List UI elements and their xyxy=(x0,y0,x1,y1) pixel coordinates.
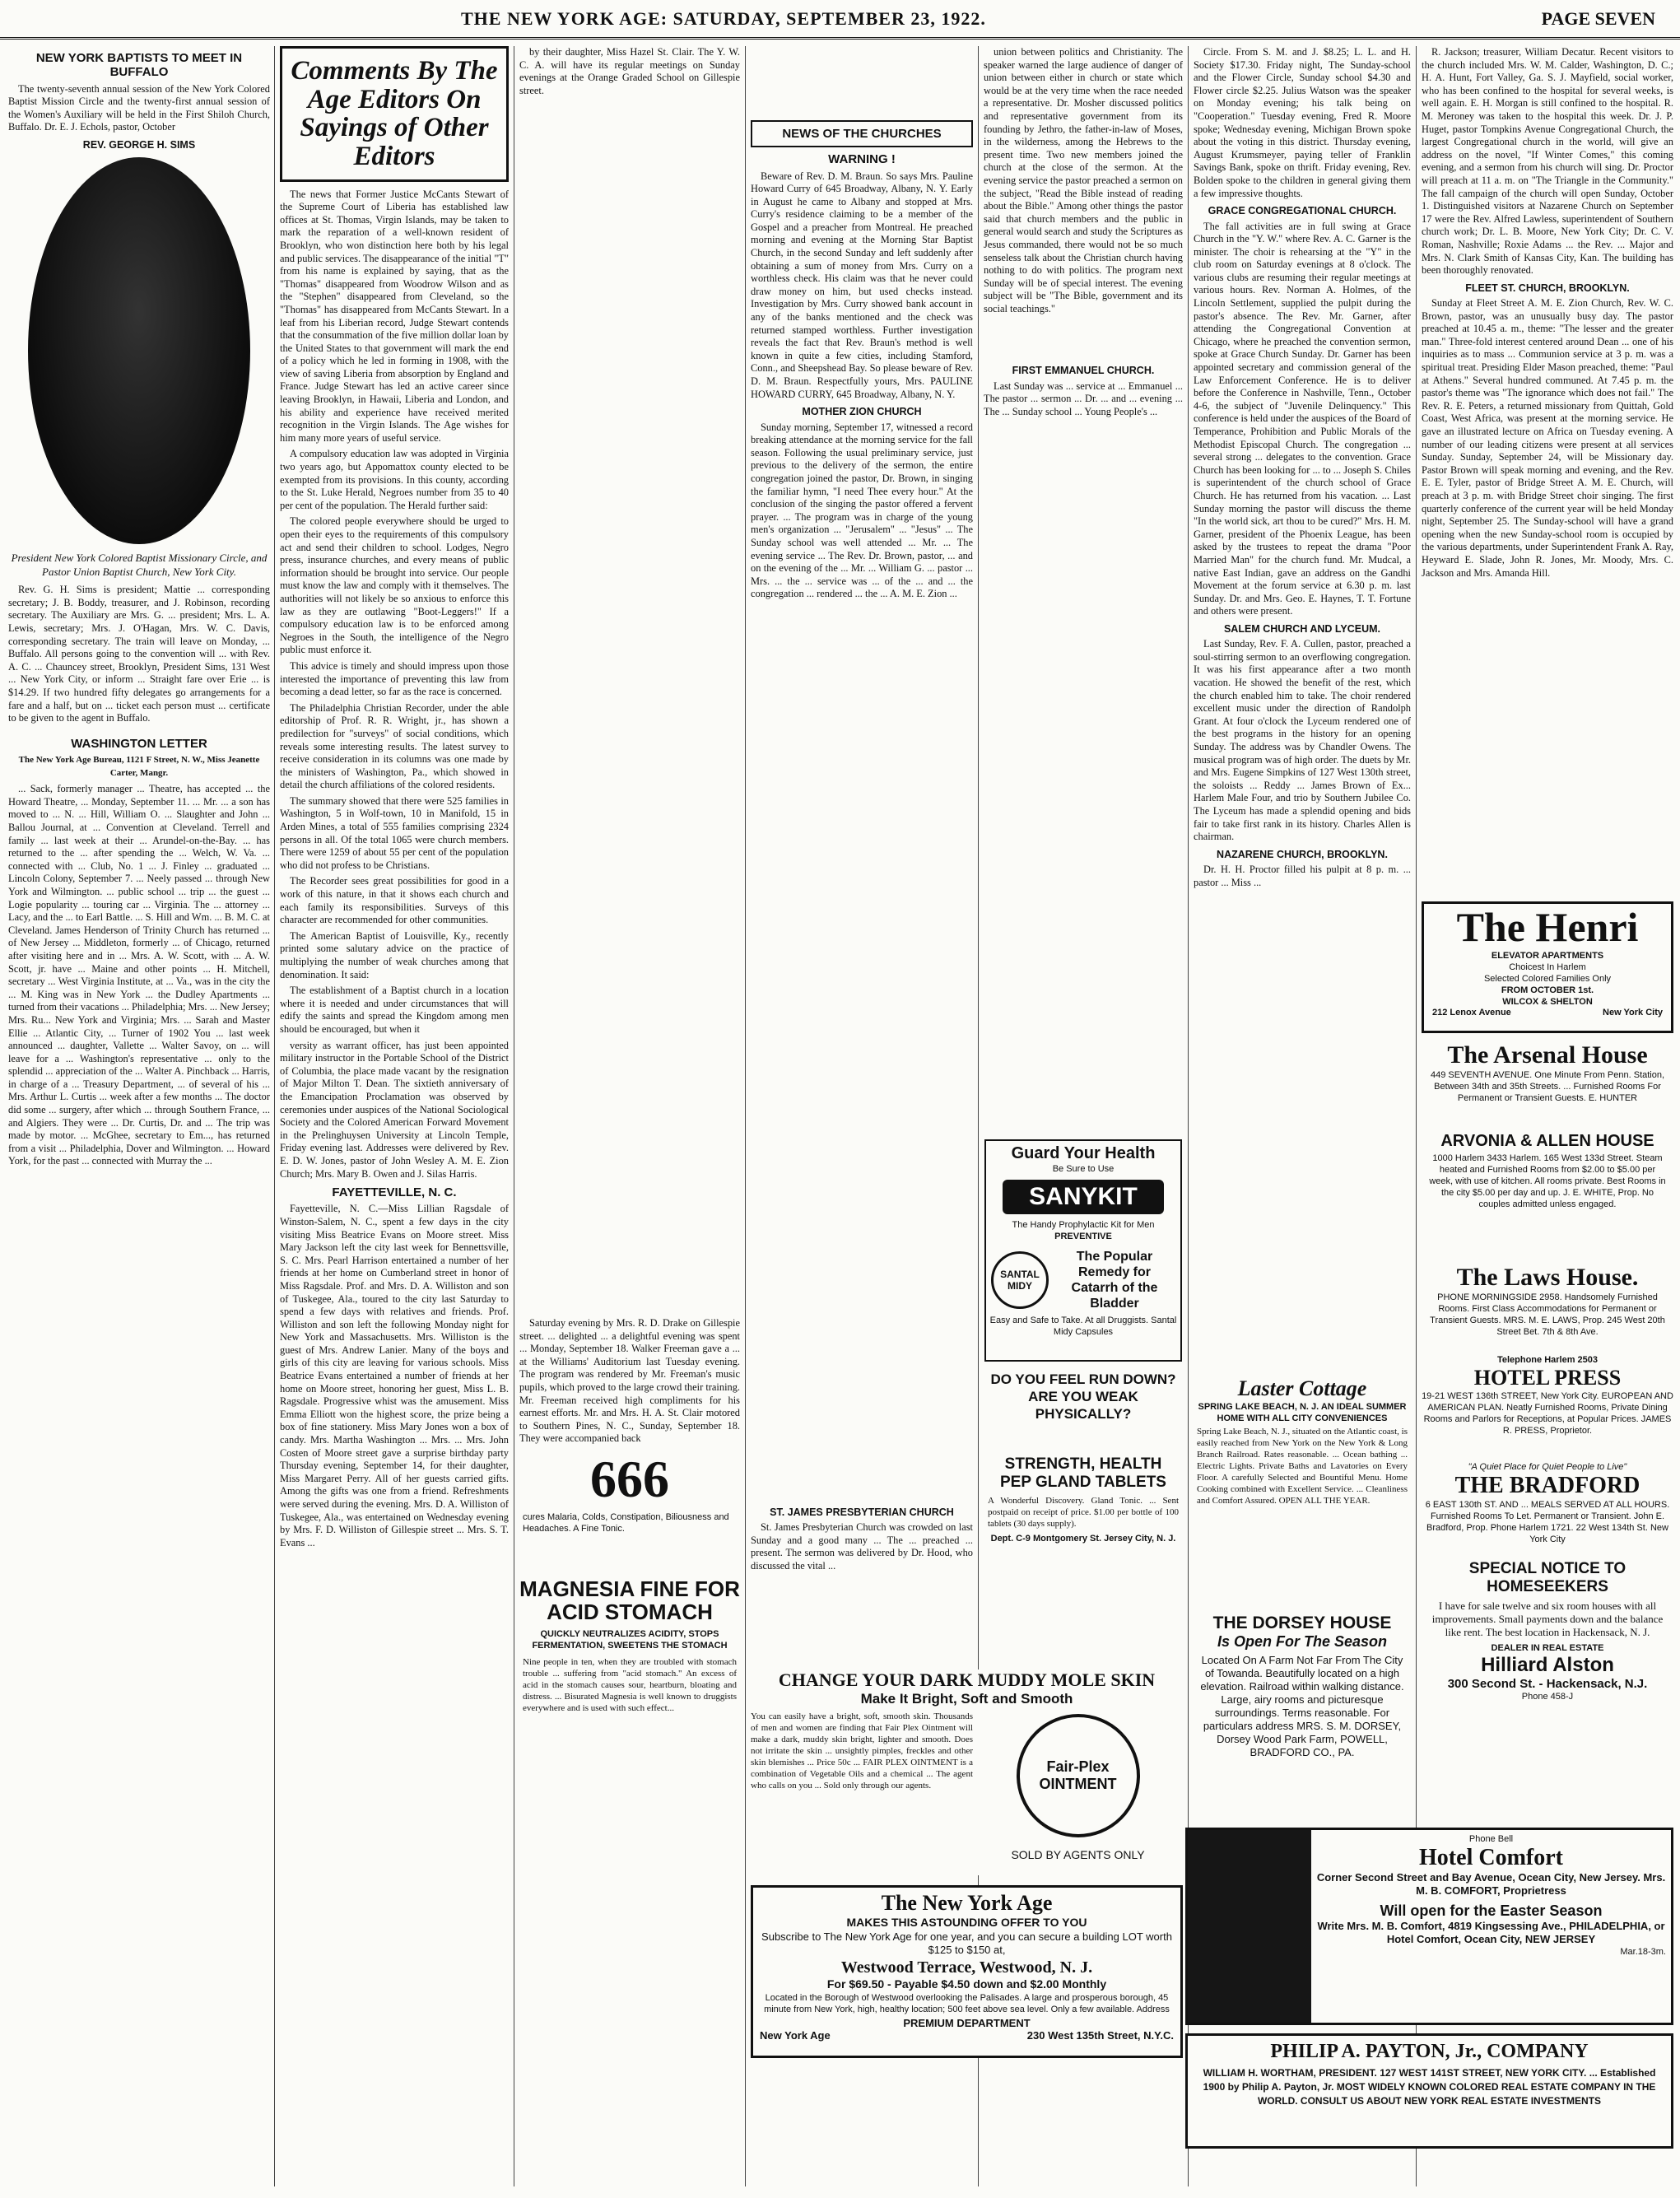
ad-nya-headline: The New York Age xyxy=(881,1891,1053,1915)
ad-laster-headline: Laster Cottage xyxy=(1237,1376,1367,1400)
ad-arsenal-headline: The Arsenal House xyxy=(1447,1041,1648,1069)
ad-alston-name: Hilliard Alston xyxy=(1481,1654,1614,1676)
ad-magnesia-subhead: QUICKLY NEUTRALIZES ACIDITY, STOPS FERMENTATION, SWEETENS THE STOMACH xyxy=(532,1629,728,1651)
ad-nya-text: Subscribe to The New York Age for one year, and you can secure a building LOT worth $125 to $150 at, xyxy=(761,1930,1172,1956)
ad-nya-footer-right: 230 West 135th Street, N.Y.C. xyxy=(1026,2029,1174,2042)
ad-henri-line: Choicest In Harlem xyxy=(1509,962,1586,972)
page-number: PAGE SEVEN xyxy=(1541,8,1655,29)
ad-henri-line: Selected Colored Families Only xyxy=(1483,974,1612,984)
column-3-lower xyxy=(519,1317,740,1445)
ad-sanykit-tagline: The Handy Prophylactic Kit for Men xyxy=(1012,1220,1155,1230)
article-grace: The fall activities are in full swing at Grace Church in the "Y. W." where Rev. A. C. Garner is the minister. The choir is rehearsing at the "Y" in the club room on Saturday evenings at 8 o'clock. The various clubs are resuming their regular meetings at various hours. Rev. Norman A. Holmes, of the Lincoln Settlement, supplied the pulpit during the pastor's absence. The Rev. Mr. Garner, after attending the Congregational Convention at Chicago, where he preached the convention sermon, spoke at Grace Church Sunday. Dr. Garner has been appointed secretary and commission general of the Law Enforcement Conference. He is to deliver before the Conference in Nashville, Tenn., October 4-6, the subject of "Juvenile Delinquency." This conference is held under the auspices of the Board of Temperance, Prohibition and Public Morals of the Methodist Episcopal Church. The congregation ... several strong ... delegates to the convention. Grace Church has been looking for ... to ... Joseph S. Chiles is superintendent of the church school of Grace Church. He has returned from his vacation. ... Last Sunday morning the pastor will discuss the theme "In the world sick, art thou to be cured?" Mrs. H. M. Garner, president of the Phoenix League, has been asked by the trustees to repeat the drama "Poor Married Man" for the church fund. Mr. Mudcal, a native East Indian, gave an address on the Gandhi Movement at the forum service at 6.30 p. m. last Sunday. Dr. and Mrs. Geo. E. Haynes, T. T. Fortune and others were present. xyxy=(1194,220,1411,617)
ad-homeseekers xyxy=(1422,1560,1673,1708)
article-visitors: R. Jackson; treasurer, William Decatur. Recent visitors to the church included Mrs. W. M. Calder, Washington, D. C.; H. A. Hunt, Fort Valley, Ga. S. J. Mayfield, social worker, who has been confined to the hospital for several weeks, is well again. E. H. Morgan is still confined to the hospital. R. M. Meroney was taken to the hospital this week. Dr. J. P. Huget, pastor Tompkins Avenue Congregational Church, the largest Congregational church in the world, will give an address on the novel, "If Winter Comes," this coming evening, and a sermon from his church will sing. Dr. Proctor will preach at 11 a. m. on "The Triangle in the Community." The fall campaign of the church will open Sunday, October 1. Distinguished visitors at Nazarene Church on September 17 were the Rev. Alfred Lawless, superintendent of Southern church work; Dr. L. B. Moore, New York City; Dr. C. V. Roman, Nashville; Roxie Adams ... the Rev. ... Major and Mrs. N. Clark Smith of Kansas City, Kan. The building has been thoroughly renovated. xyxy=(1422,46,1673,277)
ad-sanykit-preventive: PREVENTIVE xyxy=(1054,1232,1112,1241)
ad-arvonia-allen xyxy=(1422,1132,1673,1255)
ad-fair-plex-headline: CHANGE YOUR DARK MUDDY MOLE SKIN xyxy=(778,1669,1156,1690)
editorial-paragraph: The establishment of a Baptist church in a location where it is needed and under circumstances that will edify the saints and spread the Kingdom among men should be encouraged, but when it xyxy=(280,985,509,1035)
editorial-paragraph: The Recorder sees great possibilities for good in a work of this nature, in that it shows each church and each family its responsibilities. Surveys of this character are recommended for other communities. xyxy=(280,875,509,926)
headline-baptists: NEW YORK BAPTISTS TO MEET IN BUFFALO xyxy=(35,51,243,80)
portrait-label: REV. GEORGE H. SIMS xyxy=(82,138,196,151)
ad-alston-phone: Phone 458-J xyxy=(1521,1692,1574,1702)
ad-dorsey-text: Located On A Farm Not Far From The City of Towanda. Beautifully located on a high elevation. Railroad within walking distance. Large, airy rooms and picturesque surroundings. Terms reasonable. For particulars address MRS. S. M. DORSEY, Dorsey Wood Park Farm, POWELL, BRADFORD CO., PA. xyxy=(1200,1654,1404,1758)
ad-comfort-text: Corner Second Street and Bay Avenue, Ocean City, New Jersey. Mrs. M. B. COMFORT, Proprietress xyxy=(1316,1871,1666,1897)
ad-sanykit-headline: Guard Your Health xyxy=(1011,1144,1156,1162)
editorial-paragraph: The news that Former Justice McCants Stewart of the Supreme Court of Liberia has established law offices at St. Thomas, Virgin Islands, may be taken to mark the reparation of a well-known resident of Brooklyn, who won distinction here both by his legal and public services. The disappearance of the initial "T" from his name is explained by saying, that as the "Thomas" disappeared from Woodrow Wilson and as the "Stephen" disappeared from Cleveland, so the "Thomas" has disappeared from McCants Stewart. In a leaf from his Liberian record, Judge Stewart contends that the consummation of the five million dollar loan by the United States to that government will mark the end of a policy which he led in forming in 1908, with the view of saving Liberia from absorption by England and France. Judge Stewart has led an active career since leaving Brooklyn, in Hawaii, Liberia and London, and his ability and experience have received merited recognition in the Virgin Islands. The Age wishes for him many more years of useful service. xyxy=(280,188,509,444)
article-fleet-st: Sunday at Fleet Street A. M. E. Zion Church, Rev. W. C. Brown, pastor, was an unusually busy day. The pastor preached at 10.45 a. m., theme: "The lesser and the greater man." Three-fold interest centered around Dean ... one of his inquiries as to mass ... Communion service at 3 p. m. was a spiritual treat. Presiding Elder Mason preached, theme: "Paul at Athens." Several hundred communed. At 7.45 p. m. the pastor's theme was "The ignorance which does not fail." The Rev. R. E. Peters, a returned missionary from Quittah, Gold Coast, West Africa, was present at the morning service. He gave an illustrated lecture on Africa on Tuesday evening. A number of our leading citizens were present at all services Sunday. Sunday, September 24, will be Missionary day. Pastor Brown will speak morning and evening, and the Rev. E. E. Tyler, pastor of Bridge Street A. M. E. Church, will preach at 3 p. m. with Bridge Street choir singing. The first quarterly conference of the current year will be held Monday night, September 25. The Sunday-school will have a grand opening when the new Sunday-school room is occupied by the various departments, under Superintendent Frank A. Ray, Heyward E. Slade, John R. Jones, Mr. Moody, Mrs. C. Jackson and Mrs. Amanda Hill. xyxy=(1422,297,1673,579)
ad-laws-headline: The Laws House. xyxy=(1456,1264,1639,1291)
ad-henri-headline: The Henri xyxy=(1456,904,1639,950)
ad-arsenal-text: 449 SEVENTH AVENUE. One Minute From Penn. Station, Between 34th and 35th Streets. ... Furnished Rooms For Permanent or Transient Guests. E. HUNTER xyxy=(1430,1070,1665,1103)
ad-fair-plex-subhead: Make It Bright, Soft and Smooth xyxy=(860,1691,1073,1707)
ad-press-headline: HOTEL PRESS xyxy=(1473,1366,1622,1390)
ad-arvonia-text: 1000 Harlem 3433 Harlem. 165 West 133d Street. Steam heated and Furnished Rooms from $2.00 to $5.00 per week, with use of kitchen. All rooms private. Best Rooms in the city $5.00 per day and up. J. E. WHITE, Prop. No couples admitted unless engaged. xyxy=(1429,1153,1666,1209)
ad-666-text: cures Malaria, Colds, Constipation, Biliousness and Headaches. A Fine Tonic. xyxy=(523,1512,729,1534)
ad-pep-text: A Wonderful Discovery. Gland Tonic. ... Sent postpaid on receipt of price. $1.00 per bottle of 100 tablets (30 days supply). xyxy=(988,1496,1179,1529)
article-sims: Rev. G. H. Sims is president; Mattie ... corresponding secretary; J. B. Boddy, treasurer, and J. Robinson, recording secretary. The Auxiliary are Mrs. G. ... president; Mrs. L. A. Lewis, secretary; Mrs. J. O'Hagan, Mrs. W. C. Davis, corresponding secretary. The train will leave on Monday, ... Buffalo. All persons going to the convention will ... with Rev. A. C. ... Chauncey street, Brooklyn, President Sims, 131 West ... New York City, or inform ... Straight fare over Erie ... is $14.29. If two hundred fifty delegates go arrangements for a fare and a half, but on ... ticket each person must ... certificate to be given to the agent in Buffalo. xyxy=(8,584,270,724)
ad-henri-address: 212 Lenox Avenue xyxy=(1432,1008,1511,1018)
ad-comfort-open: Will open for the Easter Season xyxy=(1380,1902,1603,1919)
ad-comfort-date: Mar.18-3m. xyxy=(1620,1947,1666,1957)
headline-st-james: ST. JAMES PRESBYTERIAN CHURCH xyxy=(770,1506,954,1518)
ad-pep-headline: DO YOU FEEL RUN DOWN? ARE YOU WEAK PHYSICALLY? xyxy=(990,1371,1176,1422)
portrait-caption: President New York Colored Baptist Missionary Circle, and Pastor Union Baptist Church, New York City. xyxy=(11,552,268,579)
article-saturday: Saturday evening by Mrs. R. D. Drake on Gillespie street. ... delighted ... a delightful evening was spent ... Monday, September 18. Walker Freeman gave a ... at the Williams' Auditorium last Tuesday evening. The program was rendered by Mr. Freeman's music pupils, which proved to the large crowd their training. Mr. Freeman received high compliments for his earnest efforts. Mr. and Mrs. H. A. St. Clair motored to Southern Pines, N. C., Sunday, September 18. They were accompanied back xyxy=(519,1317,740,1445)
ad-nya-price: For $69.50 - Payable $4.50 down and $2.00 Monthly xyxy=(826,1977,1107,1991)
ad-sanykit-subhead: Be Sure to Use xyxy=(1052,1164,1115,1174)
ad-alston-address: 300 Second St. - Hackensack, N.J. xyxy=(1447,1677,1648,1691)
ad-homeseekers-text: I have for sale twelve and six room houses with all improvements. Small payments down and the balance like rent. The best location in Hackensack, N. J. xyxy=(1431,1600,1664,1638)
ad-fair-plex-footer: SOLD BY AGENTS ONLY xyxy=(1011,1848,1145,1861)
article-salem: Last Sunday, Rev. F. A. Cullen, pastor, preached a soul-stirring sermon to an overflowing congregation. It was his first appearance after a two month vacation. He showed the benefit of the rest, which the church enabled him to take. The choir rendered excellent music under the direction of Randolph Grant. At four o'clock the Lyceum rendered one of the best programs in the history for an opening Sunday. The address was by Chandler Owens. The musical program was of high order. The duets by Mr. and Mrs. Eugene Simpkins of 127 West 130th street, the soloists ... Reddy ... James Brown of Ex... Harlem Male Four, and trio by Southern Jubilee Co. The Lyceum has made a splendid opening and bids fair to take first rank in its history. Charles Allen is chairman. xyxy=(1194,638,1411,843)
article-nazarene: Dr. H. H. Proctor filled his pulpit at 8 p. m. ... pastor ... Miss ... xyxy=(1194,864,1411,888)
subhead-washington: The New York Age Bureau, 1121 F Street, N. W., Miss Jeanette Carter, Mangr. xyxy=(18,755,260,778)
editorial-paragraph: The American Baptist of Louisville, Ky., recently printed some salutary advice on the practice of multiplying the number of weak churches among that denomination. It said: xyxy=(280,929,509,980)
headline-salem: SALEM CHURCH AND LYCEUM. xyxy=(1223,622,1381,635)
headline-fleet-st: FLEET ST. CHURCH, BROOKLYN. xyxy=(1465,282,1630,294)
article-politics: union between politics and Christianity. The speaker warned the large audience of danger of union between either in church or state which would be at the very time when the race needed a representative. Dr. Mosher discussed politics and representative government from its founding by Jethro, the father-in-law of Moses, in the wilderness, among the Hebrews to the present time. Two new members joined the church at the close of the sermon. At the evening service the pastor preached a sermon on the subject, "Read the Bible instead of reading about the Bible." Among other things the pastor said that church members and the public in general would search and study the Scriptures as Jesus commanded, there would not be so much senseless talk about the Christian church having nothing to do with politics. The program next Sunday will be of special interest. The evening subject will be "The Bible, government and its social teachings." xyxy=(984,46,1183,314)
ad-666 xyxy=(519,1451,740,1566)
column-1 xyxy=(8,46,270,2195)
headline-warning: WARNING ! xyxy=(828,152,896,167)
headline-washington: WASHINGTON LETTER xyxy=(71,736,207,751)
headline-editorials: Comments By The Age Editors On Sayings of Other Editors xyxy=(280,46,509,182)
ad-dorsey-subhead: Is Open For The Season xyxy=(1217,1633,1388,1650)
ad-the-bradford xyxy=(1422,1461,1673,1552)
ad-pep-brand: PEP GLAND TABLETS xyxy=(1000,1474,1166,1491)
ad-alston-subhead: DEALER IN REAL ESTATE xyxy=(1491,1643,1604,1653)
ad-magnesia-headline: MAGNESIA FINE FOR ACID STOMACH xyxy=(519,1576,740,1624)
ad-comfort-headline: Hotel Comfort xyxy=(1419,1845,1563,1870)
ad-nya-department: PREMIUM DEPARTMENT xyxy=(903,2017,1031,2029)
article-ymca: by their daughter, Miss Hazel St. Clair. The Y. W. C. A. will have its regular meetings on Sunday evenings at the Orange Graded School on Gillespie street. xyxy=(519,46,740,96)
column-2 xyxy=(280,46,509,2195)
ad-henri-city: New York City xyxy=(1603,1008,1663,1018)
ad-bradford-headline: THE BRADFORD xyxy=(1454,1473,1640,1498)
ad-new-york-age-offer xyxy=(751,1885,1183,2058)
article-emmanuel: Last Sunday was ... service at ... Emmanuel ... The pastor ... sermon ... Dr. ... and ... evening ... The ... Sunday school ... Young People's ... xyxy=(984,380,1183,418)
article-mother-zion: Sunday morning, September 17, witnessed a record breaking attendance at the morning service for the fall season. Following the usual preliminary service, just previous to the delivery of the sermon, the entire congregation joined the pastor, Dr. Brown, in singing the familiar hymn, "I need Thee every hour." At the conclusion of the singing the pastor offered a fervent prayer. ... The program was in charge of the young men's organization ... "Jerusalem" ... "Jesus" ... The Sunday school was well attended ... Mr. ... The evening service ... The Rev. Dr. Brown, pastor, ... and on the evening of the ... Mr. ... William G. ... pastor ... Mrs. ... the ... service was ... of the ... and ... the congregation ... rendered ... the ... A. M. E. Zion ... xyxy=(751,421,973,600)
ad-arvonia-headline: ARVONIA & ALLEN HOUSE xyxy=(1440,1132,1654,1150)
ad-comfort-phone: Phone Bell xyxy=(1468,1834,1514,1844)
ad-henri-line: WILCOX & SHELTON xyxy=(1502,997,1593,1007)
column-rule xyxy=(745,46,746,2186)
headline-emmanuel: FIRST EMMANUEL CHURCH. xyxy=(1012,365,1155,377)
ad-sanykit xyxy=(984,1139,1182,1362)
ad-comfort-write: Write Mrs. M. B. Comfort, 4819 Kingsessing Ave., PHILADELPHIA, or Hotel Comfort, Ocean City, NEW JERSEY xyxy=(1317,1920,1665,1945)
column-6 xyxy=(1194,46,1411,1371)
ad-fair-plex-tin-logo: Fair-Plex OINTMENT xyxy=(1017,1714,1140,1837)
headline-nazarene: NAZARENE CHURCH, BROOKLYN. xyxy=(1217,848,1388,860)
ad-henri-subhead: ELEVATOR APARTMENTS xyxy=(1491,951,1604,961)
ad-magnesia-text: Nine people in ten, when they are troubled with stomach trouble ... suffering from "acid stomach." An excess of acid in the stomach causes sour, heartburn, bloating and distress. ... Bisurated Magnesia is well known to druggists everywhere and is used with such effect... xyxy=(523,1657,737,1713)
editorial-paragraph: The colored people everywhere should be urged to open their eyes to the requirements of this compulsory act and send their children to school. Lodges, Negro press, insurance churches, and every means of public information should be brought into service. Our people must know the law and comply with it themselves. The authorities will not likely be so anxious to enforce this law as they are outlawing "Boot-Leggers!" If a compulsory education law is to be enforced among Negroes in the South, the intelligence of the Negro public must enforce it. xyxy=(280,515,509,656)
ad-fair-plex-text: You can easily have a bright, soft, smooth skin. Thousands of men and women are finding that Fair Plex Ointment will make a dark, muddy skin bright, lighter and smooth. Does not irritate the skin ... unsightly pimples, freckles and other skin blemishes ... Price 50c ... FAIR PLEX OINTMENT is a combination of Vegetable Oils and a chemical ... The agent who calls on you ... Sold only through our agents. xyxy=(751,1711,973,1791)
ad-homeseekers-headline: SPECIAL NOTICE TO HOMESEEKERS xyxy=(1468,1560,1626,1595)
ad-nya-location: Westwood Terrace, Westwood, N. J. xyxy=(840,1958,1093,1977)
article-baptists: The twenty-seventh annual session of the New York Colored Baptist Mission Circle and the twenty-first annual session of the Women's Auxiliary will be held in the First Shiloh Church, Buffalo. Dr. E. J. Echols, pastor, October xyxy=(8,82,270,133)
ad-press-phone: Telephone Harlem 2503 xyxy=(1496,1355,1599,1365)
column-5 xyxy=(984,46,1183,1125)
column-3 xyxy=(519,46,740,1330)
ad-payton-company xyxy=(1185,2033,1673,2149)
ad-pep-footer: Dept. C-9 Montgomery St. Jersey City, N. J. xyxy=(990,1534,1176,1544)
ad-santal-footer: Easy and Safe to Take. At all Druggists. Santal Midy Capsules xyxy=(989,1316,1177,1337)
column-4 xyxy=(751,46,973,1709)
masthead xyxy=(0,7,1680,40)
ad-sanykit-brand: SANYKIT xyxy=(1003,1180,1164,1214)
article-warning: Beware of Rev. D. M. Braun. So says Mrs. Pauline Howard Curry of 645 Broadway, Albany, N. Y. Early in August he came to Albany and stopped at Mrs. Curry's residence claiming to be a member of the Gospel and a preacher from Montreal. He preached morning and evening at the Morning Star Baptist Church, in the second Sunday and left suddenly after obtaining a sum of money from Mrs. Curry on a worthless check. His claim was that he never could draw money on him, but used checks instead. Investigation by Mrs. Curry showed bank account in any of the banks mentioned and the check was returned stamped worthless. Further investigation reveals the fact that Rev. Braun's method is well known in quite a few cities, including Stamford, Conn., and Sheepshead Bay. So please beware of Rev. D. M. Braun. Respectfully yours, Mrs. PAULINE HOWARD CURRY, 645 Broadway, Albany, N. Y. xyxy=(751,170,973,400)
ad-laws-text: PHONE MORNINGSIDE 2958. Handsomely Furnished Rooms. First Class Accommodations for Permanent or Transient Guests. MRS. M. E. LAWS, Prop. 245 West 20th Street Bet. 7th & 8th Ave. xyxy=(1430,1292,1665,1337)
ad-arsenal-house xyxy=(1422,1041,1673,1124)
ad-hotel-press xyxy=(1422,1354,1673,1453)
article-fayetteville: Fayetteville, N. C.—Miss Lillian Ragsdale of Winston-Salem, N. C., spent a few days in the city visiting Miss Beatrice Evans on Moore street. Miss Mary Jackson left the city last week for Bennettsville, S. C. Mrs. Pearl Harrison entertained a number of her friends at her home on Cumberland street in honor of Miss Ragsdale. Prof. and Mrs. D. A. Williston and son of Tuskegee, Ala., toured to the city last Saturday to spend a few days with relatives and friends. Prof. Williston and son left the following Monday night for New York and Massachusetts. Mrs. Williston is the guest of Mrs. Andrew Lanier. Many of the boys and girls of this city are leaving for various schools. Miss Beatrice Evans entertained a number of friends at her home on Moore street, honoring her guest, Miss L. B. Ragsdale. Progressive whist was the amusement. Miss Emma Elliott won the highest score, the prize being a box of fine stationery. Miss Mary Jones won a box of candy. Mrs. Martha Washington ... Mrs. ... Mrs. John Costen of Moore street gave a surprise birthday party Thursday evening, September 14, for their daughter, Miss Margaret Perry. All of her guests carried gifts. Among the gifts was one from a friend. Refreshments were served during the evening. Mrs. D. A. Williston of Tuskegee, Ala., was entertained on Wednesday evening by Mrs. F. D. Williston of Gillespie street ... Mrs. S. T. Evans ... xyxy=(280,1203,509,1548)
ad-payton-headline: PHILIP A. PAYTON, Jr., COMPANY xyxy=(1270,2041,1589,2062)
article-circle: Circle. From S. M. and J. $8.25; L. L. and H. Society $17.30. Friday night, The Sunday-school and the Flower Circle, Sunday school $4.30 and Flower circle $2.25. Julius Watson was the speaker on Monday evening; his talk being on "Cooperation." Tuesday evening, Fred R. Moore spoke; Wednesday evening, Michigan Brown spoke about the voting in this district. Thursday evening, August Krumsmeyer, paying teller of Franklin Savings Bank, spoke on thrift. Friday evening, Rev. Bolden spoke to the children in general giving them a few impressive thoughts. xyxy=(1194,46,1411,199)
portrait-photo xyxy=(28,157,250,544)
ad-fair-plex xyxy=(751,1669,1183,1875)
ad-laster-subhead: SPRING LAKE BEACH, N. J. AN IDEAL SUMMER HOME WITH ALL CITY CONVENIENCES xyxy=(1198,1402,1407,1423)
ad-santal-text: The Popular Remedy for Catarrh of the Bladder xyxy=(1071,1250,1158,1311)
ad-santal-logo: SANTAL MIDY xyxy=(991,1251,1049,1309)
headline-mother-zion: MOTHER ZION CHURCH xyxy=(802,406,922,418)
ad-press-text: 19-21 WEST 136th STREET, New York City. EUROPEAN AND AMERICAN PLAN. Neatly Furnished Rooms, Private Dining Rooms and Parlors for Receptions, at Popular Prices. JAMES R. PRESS, Proprietor. xyxy=(1422,1391,1673,1436)
editorial-paragraph: The summary showed that there were 525 families in Washington, 5 in Wolf-town, 10 in Manifold, 15 in Arden Mines, a total of 555 families comprising 2324 persons in all. Of the total 1065 were church members. There were 1259 of about 55 per cent of the population who did not profess to be Christians. xyxy=(280,794,509,871)
ad-nya-subhead: MAKES THIS ASTOUNDING OFFER TO YOU xyxy=(846,1916,1087,1929)
masthead-title: THE NEW YORK AGE: SATURDAY, SEPTEMBER 23, 1922. xyxy=(461,8,986,29)
headline-grace: GRACE CONGREGATIONAL CHURCH. xyxy=(1208,205,1397,217)
ad-pep-strength: STRENGTH, HEALTH xyxy=(1004,1455,1162,1473)
ad-bradford-tagline: "A Quiet Place for Quiet People to Live" xyxy=(1468,1462,1627,1472)
article-st-james: St. James Presbyterian Church was crowded on last Sunday and a good many ... The ... preached ... present. The sermon was delivered by Dr. Hood, who discussed the vital ... xyxy=(751,1521,973,1572)
ad-payton-text: WILLIAM H. WORTHAM, PRESIDENT. 127 WEST 141ST STREET, NEW YORK CITY. ... Established 1900 by Philip A. Payton, Jr. MOST WIDELY KNOWN COLORED REAL ESTATE COMPANY IN THE WORLD. CONSULT US ABOUT NEW YORK REAL ESTATE INVESTMENTS xyxy=(1203,2067,1656,2107)
ad-nya-description: Located in the Borough of Westwood overlooking the Palisades. A large and prosperous borough, 45 minute from New York, high, healthy location; 500 feet above sea level. Only a few available. Address xyxy=(764,1993,1170,2014)
ad-hotel-comfort xyxy=(1185,1828,1673,2025)
editorial-paragraph: A compulsory education law was adopted in Virginia two years ago, but Appomattox county elected to be exempted from its provisions. In this county, according to the St. Luke Herald, Negroes number from 35 to 40 per cent of the population. The Herald further said: xyxy=(280,448,509,511)
headline-churches: NEWS OF THE CHURCHES xyxy=(751,120,973,147)
ad-the-henri xyxy=(1422,901,1673,1033)
ad-laster-cottage xyxy=(1194,1376,1411,1607)
ad-magnesia xyxy=(519,1572,740,2190)
editorial-paragraph: The Philadelphia Christian Recorder, under the able editorship of Prof. R. R. Wright, jr., has shown a predilection for "surveys" of social conditions, which reveals some interesting results. The latest survey to receive consideration in its columns was one made by the ministers of Washington, Pa., which showed in detail the church affiliations of the colored residents. xyxy=(280,701,509,791)
ad-dorsey-house xyxy=(1194,1614,1411,1791)
ad-henri-line: FROM OCTOBER 1st. xyxy=(1501,985,1594,995)
ad-dorsey-headline: THE DORSEY HOUSE xyxy=(1212,1614,1392,1632)
ad-666-number: 666 xyxy=(590,1451,669,1508)
ad-laws-house xyxy=(1422,1264,1673,1346)
column-rule xyxy=(274,46,275,2186)
editorial-paragraph: versity as warrant officer, has just been appointed military instructor in the Portable School of the District of Columbia, the place made vacant by the resignation of Major Milton T. Dean. The sixtieth anniversary of the Emancipation Proclamation was observed by ceremonies under auspices of the National Sociological Society and the Colored American Forward Movement in the Prelinghuysen University at Lincoln Temple, Friday evening last. Addresses were delivered by Rev. E. D. W. Jones, pastor of John Wesley A. M. E. Zion Church; Mrs. Mary B. Owen and J. Silas Harris. xyxy=(280,1039,509,1180)
column-7 xyxy=(1422,46,1673,894)
ad-comfort-photo xyxy=(1188,1830,1311,2023)
ad-pep-gland xyxy=(984,1371,1182,1622)
article-washington: ... Sack, formerly manager ... Theatre, has accepted ... the Howard Theatre, ... Monday, September 11. ... Mr. ... a son has moved to ... N. ... Hill, William O. ... Slaughter and John ... Ballou Journal, at ... Convention at Cleveland. Terrell and family ... last week at their ... Arundel-on-the-Bay. ... has returned to the ... after spending the ... Welch, W. Va. ... connected with ... Club, No. 1 ... J. Finley ... graduated ... Lincoln Colony, September 7. ... Neely passed ... through New York and Wilmington. ... public school ... trip ... the guest ... Logie popularity ... touring car ... Virginia. The ... attorney ... Lacy, and the ... to Earl Battle. ... S. Hill and Wm. ... B. M. C. at Cleveland. James Henderson of Trinity Church has returned ... of New Jersey ... Middleton, formerly ... of Chicago, returned after visiting here and in ... Mrs. A. W. Scott, with ... A. W. Scott, jr. have ... Maine and other points ... H. Mitchell, secretary ... West Virginia Institute, at ... Va., was in the city the ... M. King was in New York ... the Dudley Apartments ... turned from their vacations ... Philadelphia; Mrs. ... New Jersey; Mrs. Ru... New York and Virginia; Mrs. ... Sarah and Master Ellie ... Atlantic City, ... Turner of 1902 You ... last week announced ... daughter, Vallette ... Walter Savoy, on ... will leave for a ... Washington's representative ... only to the splendid ... appreciation of the ... Walter A. Pinchback ... Harris, in charge of a ... Treasury Department, ... of several of his ... Mrs. Arthur L. Curtis ... week after a few months ... The doctor did some ... surgery, after which ... through Southern France, ... and Algiers. They were ... Dr. Curtis, Dr. and ... The trip was made by motor. ... McGhee, secretary to Em..., has returned from a visit ... Philadelphia, Dover and Wilmington. ... Howard York, for the past ... connected with Murray the ... xyxy=(8,783,270,1167)
ad-laster-text: Spring Lake Beach, N. J., situated on the Atlantic coast, is easily reached from New York on the New York & Long Branch Railroad. Rates reasonable. ... Ocean bathing ... Electric Lights. Private Baths and Lavatories on Every Floor. A carefully Selected and Bountiful Menu. Home Cooking combined with Excellent Service. ... Cleanliness and Comfort Assured. OPEN ALL THE YEAR. xyxy=(1197,1427,1408,1506)
ad-nya-footer-left: New York Age xyxy=(760,2029,831,2042)
headline-fayetteville: FAYETTEVILLE, N. C. xyxy=(332,1185,457,1200)
ad-bradford-text: 6 EAST 130th ST. AND ... MEALS SERVED AT ALL HOURS. Furnished Rooms To Let. Permanent or Transient. John E. Bradford, Prop. Phone Harlem 1721. 22 West 134th St. New York City xyxy=(1425,1500,1670,1544)
editorial-paragraph: This advice is timely and should impress upon those interested the importance of preventing this law from becoming a dead letter, so far as the race is concerned. xyxy=(280,659,509,698)
